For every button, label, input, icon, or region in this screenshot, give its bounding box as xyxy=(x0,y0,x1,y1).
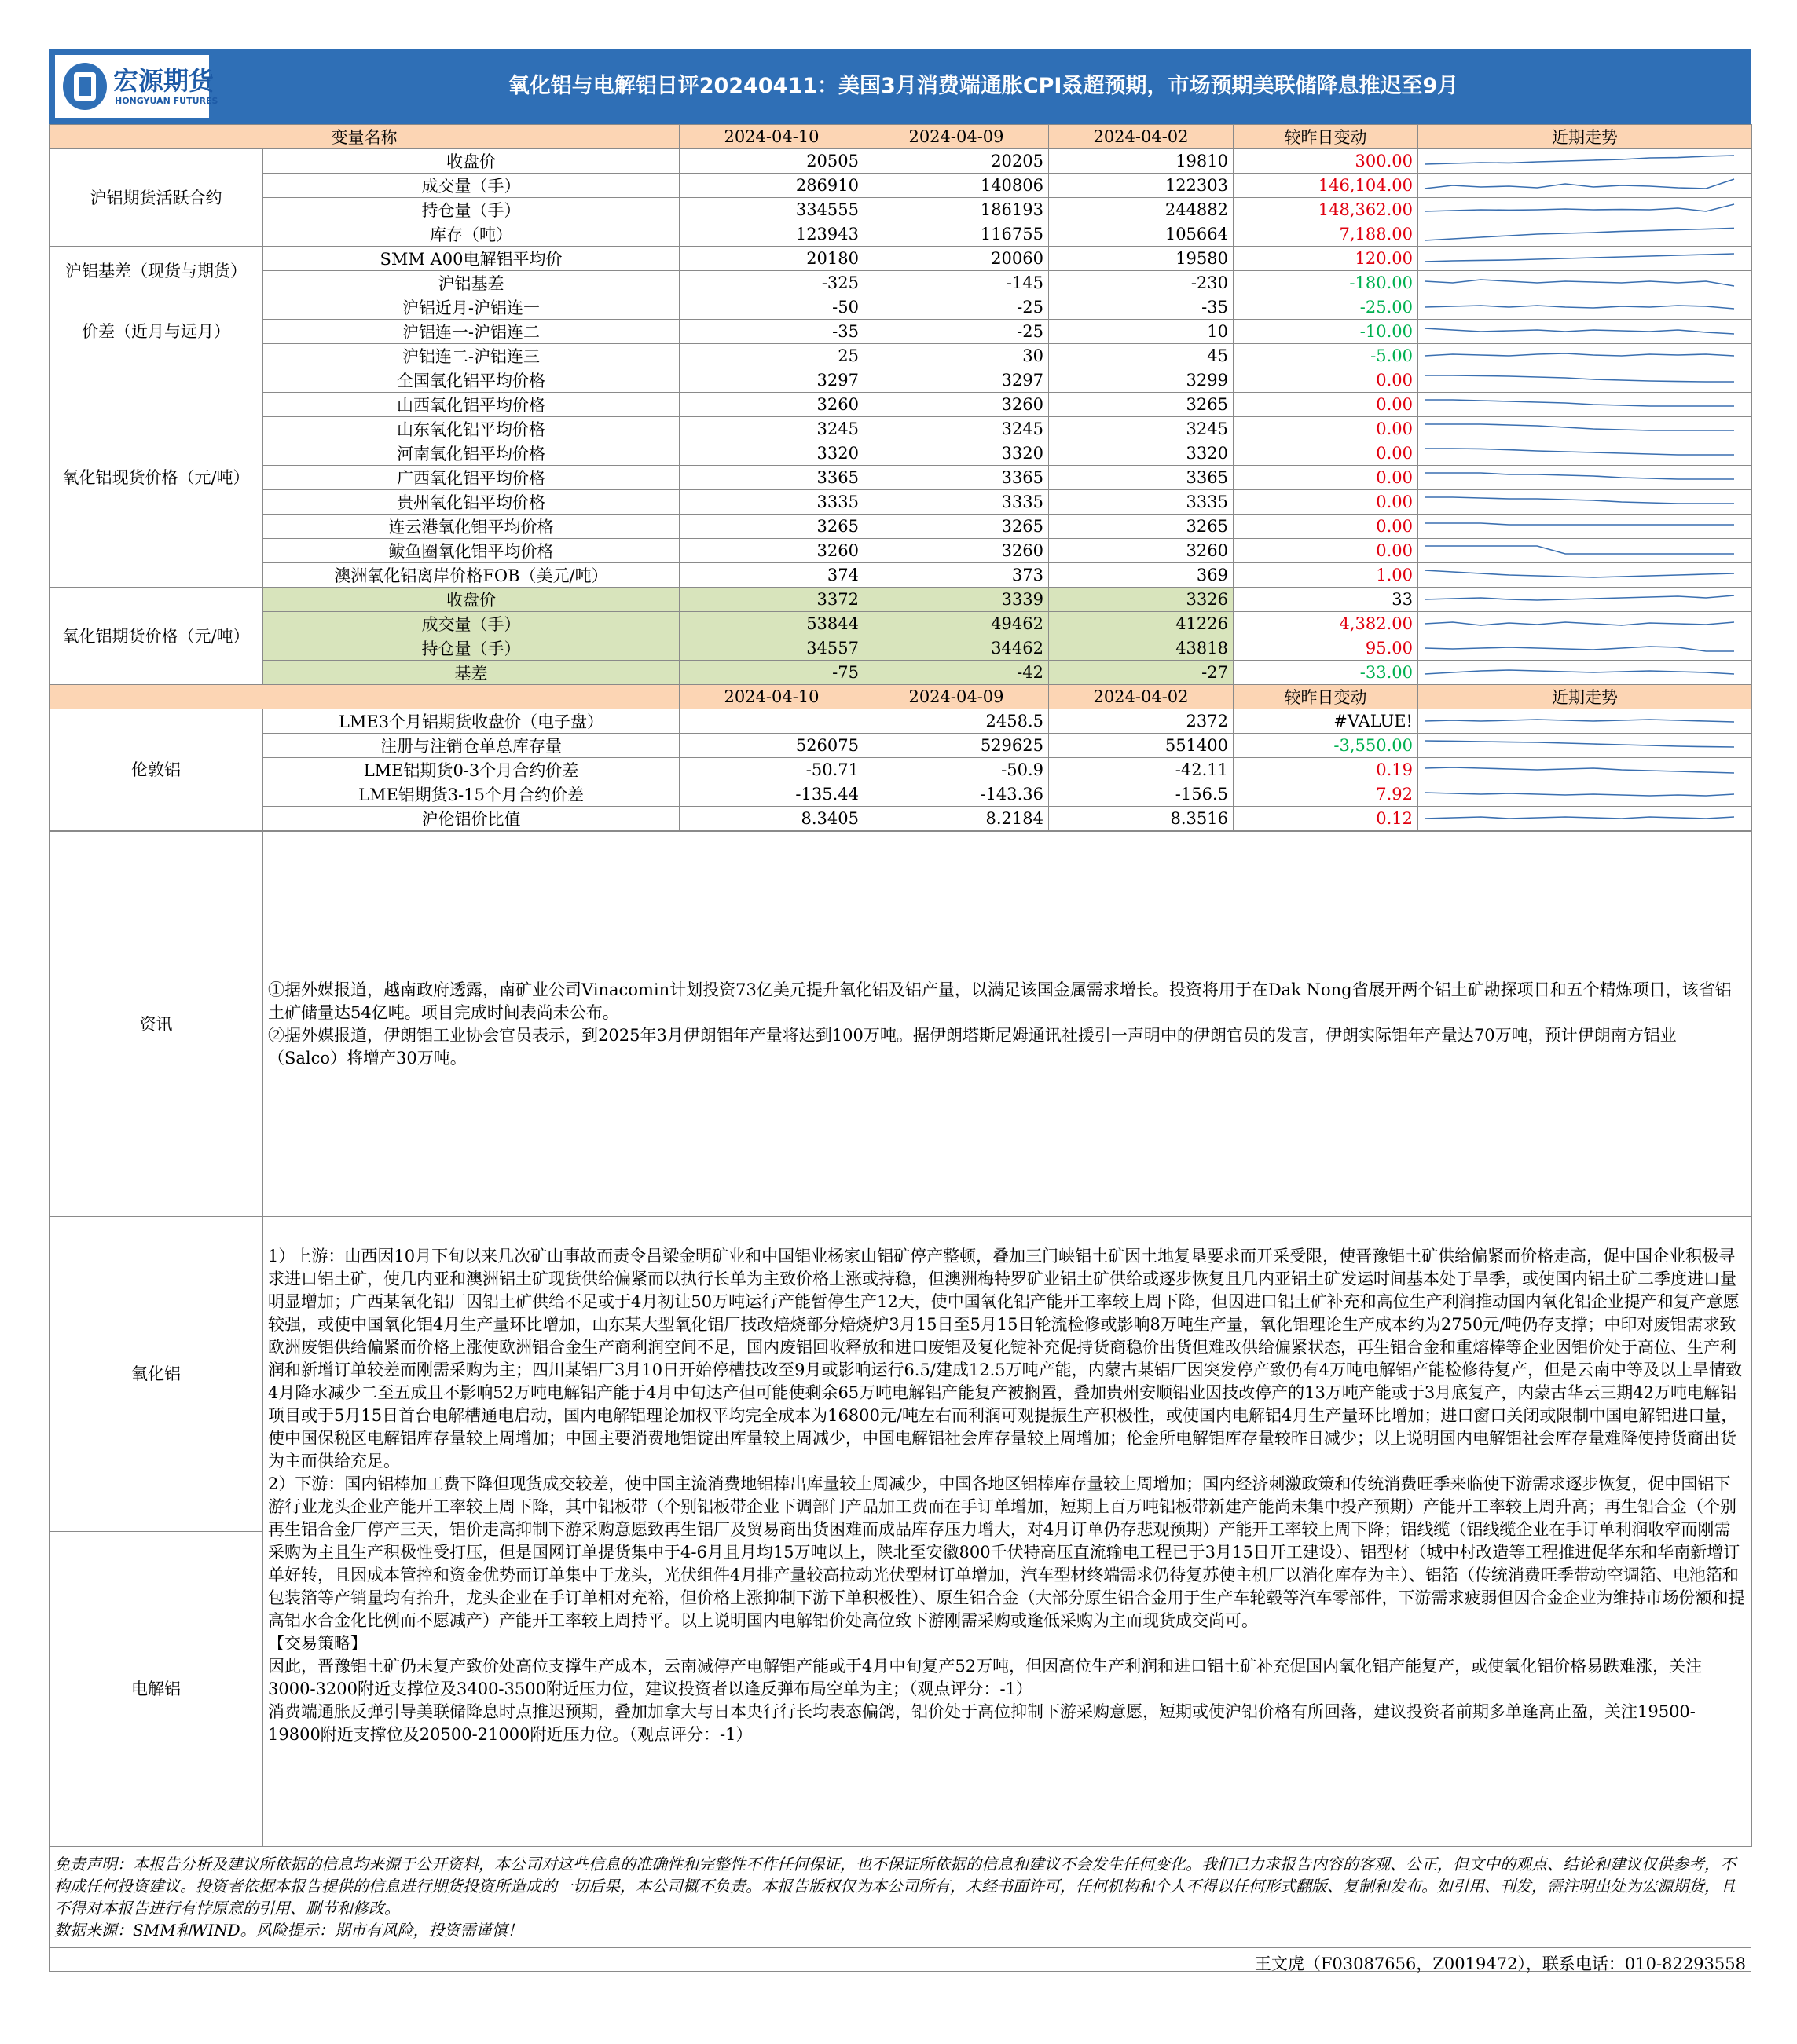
sparkline xyxy=(1418,321,1740,342)
value-cell-1: 3265 xyxy=(864,515,1049,539)
table-row xyxy=(50,417,1752,441)
report-title: 氧化铝与电解铝日评20240411：美国3月消费端通胀CPI叒超预期，市场预期美联储降息推迟至9月 xyxy=(508,74,1459,98)
category-label: 氧化铝现货价格（元/吨） xyxy=(50,368,263,588)
trend-cell xyxy=(1418,490,1752,515)
header-trend: 近期走势 xyxy=(1418,685,1752,709)
change-cell: -5.00 xyxy=(1234,344,1418,368)
table-row xyxy=(50,320,1752,344)
header-change: 较昨日变动 xyxy=(1234,685,1418,709)
news-text: ①据外媒报道，越南政府透露，南矿业公司Vinacomin计划投资73亿美元提升氧化铝及铝产量，以满足该国金属需求增长。投资将用于在Dak Nong省展开两个铝土矿勘探项目和五个精炼项目，该省铝土矿储量达54亿吨。项目完成时间表尚未公布。 ②据外媒报道，伊朗铝工业协会官员表示，到2025年3月伊朗铝年产量将达到100万吨。据伊朗塔斯尼姆通讯社援引一声明中的伊朗官员的发言，伊朗实际铝年产量达70万吨，预计伊朗南方铝业（Salco）将增产30万吨。 xyxy=(263,832,1752,1217)
sparkline-path xyxy=(1425,375,1734,382)
sparkline-path xyxy=(1425,156,1734,164)
value-cell-2: 369 xyxy=(1049,563,1234,588)
variable-name: 澳洲氧化铝离岸价格FOB（美元/吨） xyxy=(263,563,680,588)
trend-cell xyxy=(1418,271,1752,295)
sparkline xyxy=(1418,394,1740,416)
sparkline xyxy=(1418,272,1740,294)
category-label: 价差（近月与远月） xyxy=(50,295,263,368)
change-cell: 0.19 xyxy=(1234,758,1418,782)
value-cell-0: -135.44 xyxy=(680,782,864,807)
table-row xyxy=(50,441,1752,466)
sparkline xyxy=(1418,637,1740,659)
sparkline-path xyxy=(1425,767,1734,773)
report-page xyxy=(49,49,1751,1972)
value-cell-1: -50.9 xyxy=(864,758,1049,782)
trend-cell xyxy=(1418,417,1752,441)
trend-cell xyxy=(1418,636,1752,661)
change-cell: 0.00 xyxy=(1234,393,1418,417)
category-label: 氧化铝期货价格（元/吨） xyxy=(50,588,263,685)
table-row xyxy=(50,588,1752,612)
trend-cell xyxy=(1418,539,1752,563)
value-cell-2: 122303 xyxy=(1049,174,1234,198)
variable-name: 库存（吨） xyxy=(263,222,680,247)
variable-name: 成交量（手） xyxy=(263,174,680,198)
value-cell-1: 3245 xyxy=(864,417,1049,441)
value-cell-0 xyxy=(680,709,864,734)
sparkline xyxy=(1418,150,1740,172)
category-label: 沪铝期货活跃合约 xyxy=(50,149,263,247)
value-cell-0: 8.3405 xyxy=(680,807,864,831)
trend-cell xyxy=(1418,709,1752,734)
table-row xyxy=(50,247,1752,271)
variable-name: 鲅鱼圈氧化铝平均价格 xyxy=(263,539,680,563)
value-cell-2: 8.3516 xyxy=(1049,807,1234,831)
sparkline xyxy=(1418,418,1740,440)
value-cell-0: 334555 xyxy=(680,198,864,222)
trend-cell xyxy=(1418,393,1752,417)
change-cell: 7.92 xyxy=(1234,782,1418,807)
change-cell: 4,382.00 xyxy=(1234,612,1418,636)
value-cell-2: 45 xyxy=(1049,344,1234,368)
sparkline-path xyxy=(1425,306,1734,309)
logo-name: 宏源期货 xyxy=(113,66,215,96)
variable-name: 注册与注销仓单总库存量 xyxy=(263,734,680,758)
table-row xyxy=(50,466,1752,490)
sparkline xyxy=(1418,783,1740,805)
variable-name: 成交量（手） xyxy=(263,612,680,636)
value-cell-2: -35 xyxy=(1049,295,1234,320)
value-cell-1: 373 xyxy=(864,563,1049,588)
trend-cell xyxy=(1418,198,1752,222)
trend-cell xyxy=(1418,344,1752,368)
table-row xyxy=(50,539,1752,563)
value-cell-2: -42.11 xyxy=(1049,758,1234,782)
sparkline-path xyxy=(1425,647,1734,651)
header-trend: 近期走势 xyxy=(1418,125,1752,149)
value-cell-2: 10 xyxy=(1049,320,1234,344)
sparkline xyxy=(1418,588,1740,610)
report-header xyxy=(49,49,1751,124)
table-row xyxy=(50,149,1752,174)
change-cell: 146,104.00 xyxy=(1234,174,1418,198)
change-cell: #VALUE! xyxy=(1234,709,1418,734)
value-cell-1: 116755 xyxy=(864,222,1049,247)
variable-name: SMM A00电解铝平均价 xyxy=(263,247,680,271)
value-cell-1: -42 xyxy=(864,661,1049,685)
table-row xyxy=(50,515,1752,539)
disclaimer-text: 免责声明：本报告分析及建议所依据的信息均来源于公开资料，本公司对这些信息的准确性和完整性不作任何保证，也不保证所依据的信息和建议不会发生任何变化。我们已力求报告内容的客观、公正，但文中的观点、结论和建议仅供参考，不构成任何投资建议。投资者依据本报告提供的信息进行期货投资所造成的一切后果，本公司概不负责。本报告版权仅为本公司所有，未经书面许可，任何机构和个人不得以任何形式翻版、复制和发布。如引用、刊发，需注明出处为宏源期货，且不得对本报告进行有悖原意的引用、删节和修改。 xyxy=(54,1855,1736,1918)
value-cell-1: 186193 xyxy=(864,198,1049,222)
data-source-text: 数据来源：SMM和WIND。风险提示：期市有风险，投资需谨慎！ xyxy=(54,1921,523,1940)
table-row xyxy=(50,563,1752,588)
value-cell-2: 3326 xyxy=(1049,588,1234,612)
change-cell: -3,550.00 xyxy=(1234,734,1418,758)
trend-cell xyxy=(1418,758,1752,782)
header-date-2: 2024-04-02 xyxy=(1049,685,1234,709)
sparkline xyxy=(1418,661,1740,683)
variable-name: 沪铝基差 xyxy=(263,271,680,295)
trend-cell xyxy=(1418,149,1752,174)
sparkline-path xyxy=(1425,497,1734,504)
trend-cell xyxy=(1418,807,1752,831)
change-cell: 95.00 xyxy=(1234,636,1418,661)
value-cell-1: 140806 xyxy=(864,174,1049,198)
change-cell: 0.00 xyxy=(1234,539,1418,563)
table-row xyxy=(50,222,1752,247)
value-cell-1: 529625 xyxy=(864,734,1049,758)
table-row xyxy=(50,295,1752,320)
value-cell-1: 3335 xyxy=(864,490,1049,515)
table-row xyxy=(50,807,1752,831)
table-row xyxy=(50,661,1752,685)
change-cell: 120.00 xyxy=(1234,247,1418,271)
table-row xyxy=(50,636,1752,661)
header-date-2: 2024-04-02 xyxy=(1049,125,1234,149)
alumina-label: 氧化铝 xyxy=(50,1217,262,1532)
variable-name: 收盘价 xyxy=(263,588,680,612)
news-row xyxy=(50,832,1752,1217)
table-row xyxy=(50,198,1752,222)
value-cell-2: 41226 xyxy=(1049,612,1234,636)
value-cell-2: 3265 xyxy=(1049,515,1234,539)
variable-name: 基差 xyxy=(263,661,680,685)
trend-cell xyxy=(1418,782,1752,807)
value-cell-2: 3245 xyxy=(1049,417,1234,441)
sparkline-path xyxy=(1425,353,1734,356)
table-row xyxy=(50,271,1752,295)
value-cell-2: -230 xyxy=(1049,271,1234,295)
value-cell-2: 19810 xyxy=(1049,149,1234,174)
trend-cell xyxy=(1418,320,1752,344)
trend-cell xyxy=(1418,661,1752,685)
change-cell: -10.00 xyxy=(1234,320,1418,344)
value-cell-1: -25 xyxy=(864,295,1049,320)
value-cell-0: 3245 xyxy=(680,417,864,441)
value-cell-2: -156.5 xyxy=(1049,782,1234,807)
category-label: 沪铝基差（现货与期货） xyxy=(50,247,263,295)
value-cell-1: 2458.5 xyxy=(864,709,1049,734)
value-cell-0: -50 xyxy=(680,295,864,320)
commentary-table xyxy=(49,831,1752,1847)
variable-name: 连云港氧化铝平均价格 xyxy=(263,515,680,539)
variable-name: 贵州氧化铝平均价格 xyxy=(263,490,680,515)
value-cell-0: 53844 xyxy=(680,612,864,636)
table-row xyxy=(50,344,1752,368)
change-cell: 0.00 xyxy=(1234,368,1418,393)
sparkline xyxy=(1418,491,1740,513)
sparkline-path xyxy=(1425,793,1734,796)
variable-name: 沪铝近月-沪铝连一 xyxy=(263,295,680,320)
sparkline xyxy=(1418,808,1740,830)
value-cell-0: 3372 xyxy=(680,588,864,612)
variable-name: 收盘价 xyxy=(263,149,680,174)
variable-name: 沪铝连二-沪铝连三 xyxy=(263,344,680,368)
value-cell-1: -143.36 xyxy=(864,782,1049,807)
news-label: 资讯 xyxy=(50,832,263,1217)
value-cell-0: 286910 xyxy=(680,174,864,198)
disclaimer-block xyxy=(49,1847,1751,1948)
value-cell-2: 43818 xyxy=(1049,636,1234,661)
electrolytic-label: 电解铝 xyxy=(131,1680,181,1698)
logo-mark-icon xyxy=(63,63,107,110)
value-cell-2: 3260 xyxy=(1049,539,1234,563)
table-row xyxy=(50,782,1752,807)
value-cell-0: 3365 xyxy=(680,466,864,490)
sparkline xyxy=(1418,223,1740,245)
variable-name: 广西氧化铝平均价格 xyxy=(263,466,680,490)
variable-name: 持仓量（手） xyxy=(263,198,680,222)
variable-name: 沪铝连一-沪铝连二 xyxy=(263,320,680,344)
trend-cell xyxy=(1418,588,1752,612)
header-change: 较昨日变动 xyxy=(1234,125,1418,149)
value-cell-0: 20505 xyxy=(680,149,864,174)
table-row xyxy=(50,393,1752,417)
value-cell-2: -27 xyxy=(1049,661,1234,685)
sparkline xyxy=(1418,369,1740,391)
change-cell: 0.00 xyxy=(1234,515,1418,539)
trend-cell xyxy=(1418,515,1752,539)
table-row xyxy=(50,612,1752,636)
trend-cell xyxy=(1418,368,1752,393)
sparkline-path xyxy=(1425,254,1734,262)
value-cell-0: -35 xyxy=(680,320,864,344)
table-row xyxy=(50,490,1752,515)
variable-name: 山东氧化铝平均价格 xyxy=(263,417,680,441)
logo-subtitle: HONGYUAN FUTURES xyxy=(115,96,218,106)
sparkline-path xyxy=(1425,328,1734,334)
value-cell-1: 3339 xyxy=(864,588,1049,612)
sparkline xyxy=(1418,199,1740,221)
sparkline xyxy=(1418,345,1740,367)
change-cell: 7,188.00 xyxy=(1234,222,1418,247)
sparkline-path xyxy=(1425,670,1734,674)
data-table xyxy=(49,124,1752,831)
value-cell-1: 3320 xyxy=(864,441,1049,466)
sparkline-path xyxy=(1425,741,1734,747)
change-cell: 1.00 xyxy=(1234,563,1418,588)
sparkline xyxy=(1418,540,1740,562)
value-cell-1: 49462 xyxy=(864,612,1049,636)
variable-name: 持仓量（手） xyxy=(263,636,680,661)
sparkline xyxy=(1418,613,1740,635)
value-cell-1: -25 xyxy=(864,320,1049,344)
category-label: 伦敦铝 xyxy=(50,709,263,831)
header-var-name xyxy=(50,685,680,709)
sparkline-path xyxy=(1425,817,1734,819)
variable-name: 河南氧化铝平均价格 xyxy=(263,441,680,466)
sparkline-path xyxy=(1425,280,1734,286)
value-cell-0: 3320 xyxy=(680,441,864,466)
sparkline-path xyxy=(1425,546,1734,554)
value-cell-1: 30 xyxy=(864,344,1049,368)
sparkline-path xyxy=(1425,204,1734,211)
value-cell-1: 3260 xyxy=(864,539,1049,563)
value-cell-0: 25 xyxy=(680,344,864,368)
header-date-0: 2024-04-10 xyxy=(680,685,864,709)
value-cell-1: 34462 xyxy=(864,636,1049,661)
sparkline-path xyxy=(1425,523,1734,525)
value-cell-0: 123943 xyxy=(680,222,864,247)
sparkline xyxy=(1418,734,1740,756)
change-cell: -180.00 xyxy=(1234,271,1418,295)
sparkline xyxy=(1418,296,1740,318)
value-cell-1: -145 xyxy=(864,271,1049,295)
trend-cell xyxy=(1418,295,1752,320)
value-cell-1: 20060 xyxy=(864,247,1049,271)
change-cell: 300.00 xyxy=(1234,149,1418,174)
contact-line: 王文虎（F03087656，Z0019472），联系电话：010-82293558 xyxy=(49,1948,1751,1972)
trend-cell xyxy=(1418,174,1752,198)
header-date-1: 2024-04-09 xyxy=(864,125,1049,149)
sparkline-path xyxy=(1425,179,1734,189)
variable-name: 沪伦铝价比值 xyxy=(263,807,680,831)
sparkline xyxy=(1418,564,1740,586)
value-cell-2: 105664 xyxy=(1049,222,1234,247)
value-cell-1: 20205 xyxy=(864,149,1049,174)
sparkline-path xyxy=(1425,400,1734,406)
sparkline-path xyxy=(1425,570,1734,577)
change-cell: 0.00 xyxy=(1234,417,1418,441)
value-cell-2: 551400 xyxy=(1049,734,1234,758)
value-cell-2: 244882 xyxy=(1049,198,1234,222)
trend-cell xyxy=(1418,466,1752,490)
table-header-row xyxy=(50,125,1752,149)
value-cell-2: 3365 xyxy=(1049,466,1234,490)
value-cell-2: 3299 xyxy=(1049,368,1234,393)
value-cell-1: 8.2184 xyxy=(864,807,1049,831)
sparkline xyxy=(1418,515,1740,537)
sparkline-path xyxy=(1425,595,1734,600)
table-row xyxy=(50,734,1752,758)
value-cell-0: 3260 xyxy=(680,393,864,417)
trend-cell xyxy=(1418,734,1752,758)
value-cell-1: 3365 xyxy=(864,466,1049,490)
header-date-1: 2024-04-09 xyxy=(864,685,1049,709)
table-row xyxy=(50,758,1752,782)
sparkline-path xyxy=(1425,449,1734,455)
value-cell-0: 20180 xyxy=(680,247,864,271)
trend-cell xyxy=(1418,563,1752,588)
sparkline-path xyxy=(1425,473,1734,479)
company-logo xyxy=(55,55,218,118)
trend-cell xyxy=(1418,247,1752,271)
change-cell: -25.00 xyxy=(1234,295,1418,320)
sparkline xyxy=(1418,467,1740,489)
analysis-labels xyxy=(50,1217,263,1847)
change-cell: 148,362.00 xyxy=(1234,198,1418,222)
value-cell-0: 34557 xyxy=(680,636,864,661)
lme-header-row xyxy=(50,685,1752,709)
value-cell-0: -75 xyxy=(680,661,864,685)
value-cell-2: 19580 xyxy=(1049,247,1234,271)
change-cell: 0.00 xyxy=(1234,466,1418,490)
variable-name: LME铝期货0-3个月合约价差 xyxy=(263,758,680,782)
sparkline xyxy=(1418,247,1740,269)
sparkline xyxy=(1418,174,1740,196)
value-cell-0: -325 xyxy=(680,271,864,295)
sparkline xyxy=(1418,710,1740,732)
table-row xyxy=(50,174,1752,198)
table-row xyxy=(50,368,1752,393)
sparkline-path xyxy=(1425,720,1734,722)
sparkline xyxy=(1418,759,1740,781)
change-cell: 0.00 xyxy=(1234,441,1418,466)
value-cell-2: 3320 xyxy=(1049,441,1234,466)
trend-cell xyxy=(1418,612,1752,636)
sparkline-path xyxy=(1425,424,1734,430)
value-cell-2: 2372 xyxy=(1049,709,1234,734)
header-var-name: 变量名称 xyxy=(50,125,680,149)
value-cell-0: 3297 xyxy=(680,368,864,393)
value-cell-0: 3265 xyxy=(680,515,864,539)
value-cell-0: 3260 xyxy=(680,539,864,563)
table-row xyxy=(50,709,1752,734)
value-cell-0: 374 xyxy=(680,563,864,588)
analysis-row xyxy=(50,1217,1752,1847)
variable-name: LME铝期货3-15个月合约价差 xyxy=(263,782,680,807)
value-cell-1: 3297 xyxy=(864,368,1049,393)
value-cell-1: 3260 xyxy=(864,393,1049,417)
sparkline-path xyxy=(1425,622,1734,625)
variable-name: 山西氧化铝平均价格 xyxy=(263,393,680,417)
sparkline-path xyxy=(1425,228,1734,240)
change-cell: 0.12 xyxy=(1234,807,1418,831)
value-cell-0: -50.71 xyxy=(680,758,864,782)
value-cell-0: 3335 xyxy=(680,490,864,515)
trend-cell xyxy=(1418,441,1752,466)
change-cell: -33.00 xyxy=(1234,661,1418,685)
header-date-0: 2024-04-10 xyxy=(680,125,864,149)
sparkline xyxy=(1418,442,1740,464)
variable-name: 全国氧化铝平均价格 xyxy=(263,368,680,393)
trend-cell xyxy=(1418,222,1752,247)
analysis-text: 1）上游：山西因10月下旬以来几次矿山事故而责令吕梁金明矿业和中国铝业杨家山铝矿停产整顿，叠加三门峡铝土矿因土地复垦要求而开采受限，使晋豫铝土矿供给偏紧而价格走高，促中国企业积极寻求进口铝土矿，使几内亚和澳洲铝土矿现货供给偏紧而以执行长单为主致价格上涨或持稳，但澳洲梅特罗矿业铝土矿供给或逐步恢复且几内亚铝土矿发运时间基本处于旱季，或使国内铝土矿二季度进口量明显增加；广西某氧化铝厂因铝土矿供给不足或于4月初让50万吨运行产能暂停生产12天，使中国氧化铝产能开工率较上周下降，但因进口铝土矿补充和高位生产利润推动国内氧化铝企业提产和复产意愿较强，或使中国氧化铝4月生产量环比增加，山东某大型氧化铝厂技改焙烧部分焙烧炉3月15日至5月15日轮流检修或影响8万吨生产量，氧化铝理论生产成本约为2750元/吨仍存支撑；中印对废铝需求致欧洲废铝供给偏紧而价格上涨使欧洲铝合金生产商利润空间不足，国内废铝回收释放和进口废铝及复化锭补充促持货商稳价出货但难改供给偏紧状态，再生铝合金和重熔棒等企业因铝价处于高位、生产利润和新增订单较差而刚需采购为主；四川某铝厂3月10日开始停槽技改至9月或影响运行6.5/建成12.5万吨产能，内蒙古某铝厂因突发停产致仍有4万吨电解铝产能检修待复产，但是云南中等及以上旱情致4月降水减少二至五成且不影响52万吨电解铝产能于4月中旬达产但可能使剩余65万吨电解铝产能复产被搁置，叠加贵州安顺铝业因技改停产的13万吨产能或于3月底复产，内蒙古华云三期42万吨电解铝项目或于5月15日首台电解槽通电启动，国内电解铝理论加权平均完全成本为16800元/吨左右而利润可观提振生产积极性，或使国内电解铝4月生产量环比增加；进口窗口关闭或限制中国电解铝进口量，使中国保税区电解铝库存量较上周增加；中国主要消费地铝锭出库量较上周减少，中国电解铝社会库存量较上周增加；伦金所电解铝库存量较昨日减少；以上说明国内电解铝社会库存量难降使持货商出货为主而供给充足。 2）下游：国内铝棒加工费下降但现货成交较差，使中国主流消费地铝棒出库量较上周减少，中国各地区铝棒库存量较上周增加；国内经济刺激政策和传统消费旺季来临使下游需求逐步恢复，促中国铝下游行业龙头企业产能开工率较上周下降，其中铝板带（个别铝板带企业下调部门产品加工费而在手订单增加，短期上百万吨铝板带新建产能尚未集中投产预期）产能开工率较上周升高；再生铝合金（个别再生铝合金厂停产三天，铝价走高抑制下游采购意愿致再生铝厂及贸易商出货困难而成品库存压力增大，对4月订单仍存悲观预期）产能开工率较上周下降；铝线缆（铝线缆企业在手订单利润收窄而刚需采购为主且生产积极性受打压，但是国网订单提货集中于4-6月且月均15万吨以上，陕北至安徽800千伏特高压直流输电工程已于3月15日开工建设）、铝型材（城中村改造等工程推进促华东和华南新增订单好转，且因成本管控和资金优势而订单集中于龙头，光伏组件4月排产量较高拉动光伏型材订单增加，汽车型材终端需求仍待复苏使主机厂以消化库存为主）、铝箔（传统消费旺季带动空调箔、电池箔和包装箔等产销量均有抬升，龙头企业在手订单相对充裕，但价格上涨抑制下游下单积极性）、原生铝合金（大部分原生铝合金用于生产车轮毂等汽车零部件，下游需求疲弱但因合金企业为维持市场份额和提高铝水合金化比例而不愿减产）产能开工率较上周持平。以上说明国内电解铝价处高位致下游刚需采购或逢低采购为主而现货成交尚可。 【交易策略】 因此，晋豫铝土矿仍未复产致价处高位支撑生产成本，云南减停产电解铝产能或于4月中旬复产52万吨，但因高位生产利润和进口铝土矿补充促国内氧化铝产能复产，或使氧化铝价格易跌难涨，关注3000-3200附近支撑位及3400-3500附近压力位，建议投资者以逢反弹布局空单为主；（观点评分：-1） 消费端通胀反弹引导美联储降息时点推迟预期，叠加加拿大与日本央行行长均表态偏鸽，铝价处于高位抑制下游采购意愿，短期或使沪铝价格有所回落，建议投资者前期多单逢高止盈，关注19500-19800附近支撑位及20500-21000附近压力位。（观点评分：-1） xyxy=(263,1217,1752,1847)
value-cell-0: 526075 xyxy=(680,734,864,758)
value-cell-2: 3265 xyxy=(1049,393,1234,417)
variable-name: LME3个月铝期货收盘价（电子盘） xyxy=(263,709,680,734)
change-cell: 0.00 xyxy=(1234,490,1418,515)
value-cell-2: 3335 xyxy=(1049,490,1234,515)
change-cell: 33 xyxy=(1234,588,1418,612)
